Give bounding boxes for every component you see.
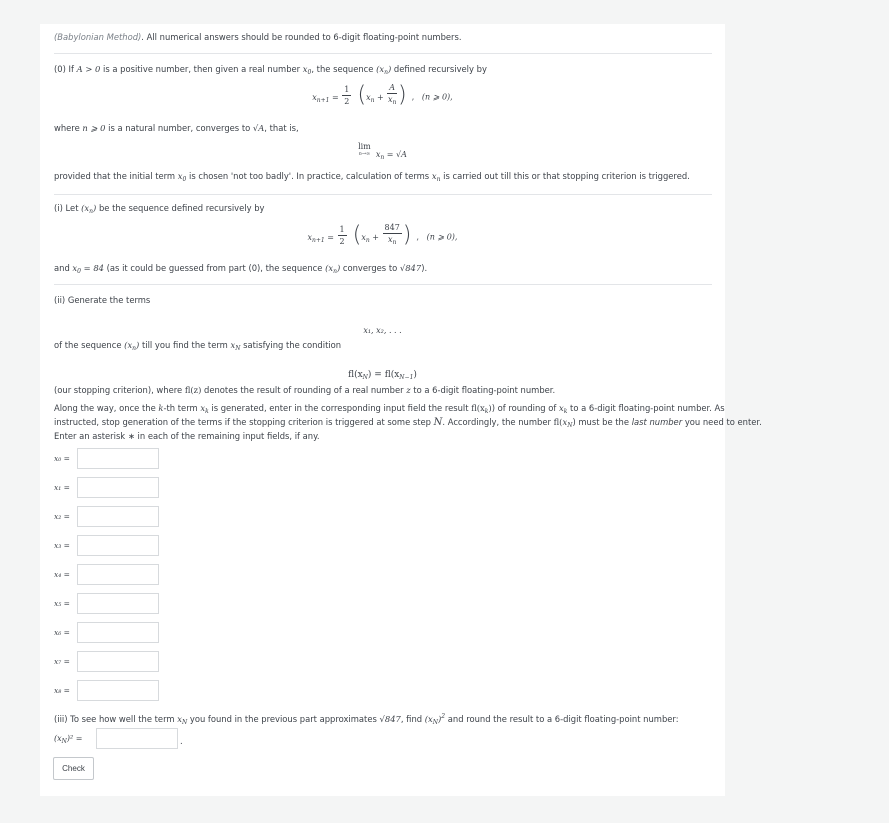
x4-label: x₄ = xyxy=(54,570,70,579)
part0-intro: (0) If A > 0 is a positive number, then given a real number $x_0$, the sequence $(x_n)$ defined recursively by xyxy=(54,64,487,76)
part-i-intro: (i) Let $(x_n)$ be the sequence defined recursively by xyxy=(54,203,265,215)
x3-input[interactable] xyxy=(77,535,159,556)
divider xyxy=(54,194,712,195)
question-card xyxy=(40,24,762,796)
divider xyxy=(54,284,712,285)
part-ii-line3: Enter an asterisk ∗ in each of the remaining input fields, if any. xyxy=(54,431,320,441)
divider xyxy=(54,53,712,54)
x3-label: x₃ = xyxy=(54,541,70,550)
x6-input[interactable] xyxy=(77,622,159,643)
part0-where: where n ⩾ 0 is a natural number, converges to √A, that is, xyxy=(54,123,299,133)
header-text: (Babylonian Method). All numerical answers should be rounded to 6-digit floating-point numbers. xyxy=(54,32,462,42)
part0-limit: lim n→∞ $x_n = √A$ xyxy=(358,142,407,161)
part-ii-line1: Along the way, once the k-th term $x_k$ is generated, enter in the corresponding input field the result $fl(x_k)$) of rounding of $x_k$ to a 6-digit floating-point number. As xyxy=(54,403,725,415)
x7-input[interactable] xyxy=(77,651,159,672)
part-iii-text: (iii) To see how well the term $x_N$ you found in the previous part approximates √847, find $(x_N)^2$ and round the result to a 6-digit floating-point number: xyxy=(54,713,679,726)
x5-label: x₅ = xyxy=(54,599,70,608)
xN-squared-input[interactable] xyxy=(96,728,178,749)
xN-squared-label: $(x_N)^2$ = xyxy=(54,734,83,745)
part0-provided: provided that the initial term $x_0$ is chosen 'not too badly'. In practice, calculation of terms $x_n$ is carried out till this or that stopping criterion is triggered. xyxy=(54,171,690,183)
x1-label: x₁ = xyxy=(54,483,70,492)
x5-input[interactable] xyxy=(77,593,159,614)
period: . xyxy=(180,736,183,746)
x0-label: x₀ = xyxy=(54,454,70,463)
part-ii-stop: (our stopping criterion), where fl(z) denotes the result of rounding of a real number z to a 6-digit floating-point number. xyxy=(54,385,556,395)
part-ii-line2: instructed, stop generation of the terms if the stopping criterion is triggered at some step N. Accordingly, the number $fl(x_N)$ must be the last number you need to enter. xyxy=(54,417,762,429)
part-i-and: and $x_0 = 84$ (as it could be guessed from part (0), the sequence $(x_n)$ converges to √847). xyxy=(54,263,428,275)
x7-label: x₇ = xyxy=(54,657,70,666)
part-ii-terms: x₁, x₂, . . . xyxy=(363,326,402,335)
part-i-formula: $x_{n+1}$ = $\frac{1}{2}$ ($x_n$ + $\frac{847}{x_n}$ ) , (n ⩾ 0), xyxy=(307,222,458,248)
check-button[interactable]: Check xyxy=(53,757,94,780)
x2-label: x₂ = xyxy=(54,512,70,521)
stopping-condition: $fl(x_N) = fl(x_{N-1})$ xyxy=(348,370,417,381)
x1-input[interactable] xyxy=(77,477,159,498)
x8-label: x₈ = xyxy=(54,686,70,695)
x2-input[interactable] xyxy=(77,506,159,527)
x6-label: x₆ = xyxy=(54,628,70,637)
part-ii-text: of the sequence $(x_n)$ till you find the term $x_N$ satisfying the condition xyxy=(54,340,342,352)
part-ii-intro: (ii) Generate the terms xyxy=(54,295,151,305)
x8-input[interactable] xyxy=(77,680,159,701)
part0-formula: $x_{n+1}$ = $\frac{1}{2}$ ($x_n$ + $\frac{A}{x_n}$ ) , (n ⩾ 0), xyxy=(312,82,453,108)
x4-input[interactable] xyxy=(77,564,159,585)
x0-input[interactable] xyxy=(77,448,159,469)
